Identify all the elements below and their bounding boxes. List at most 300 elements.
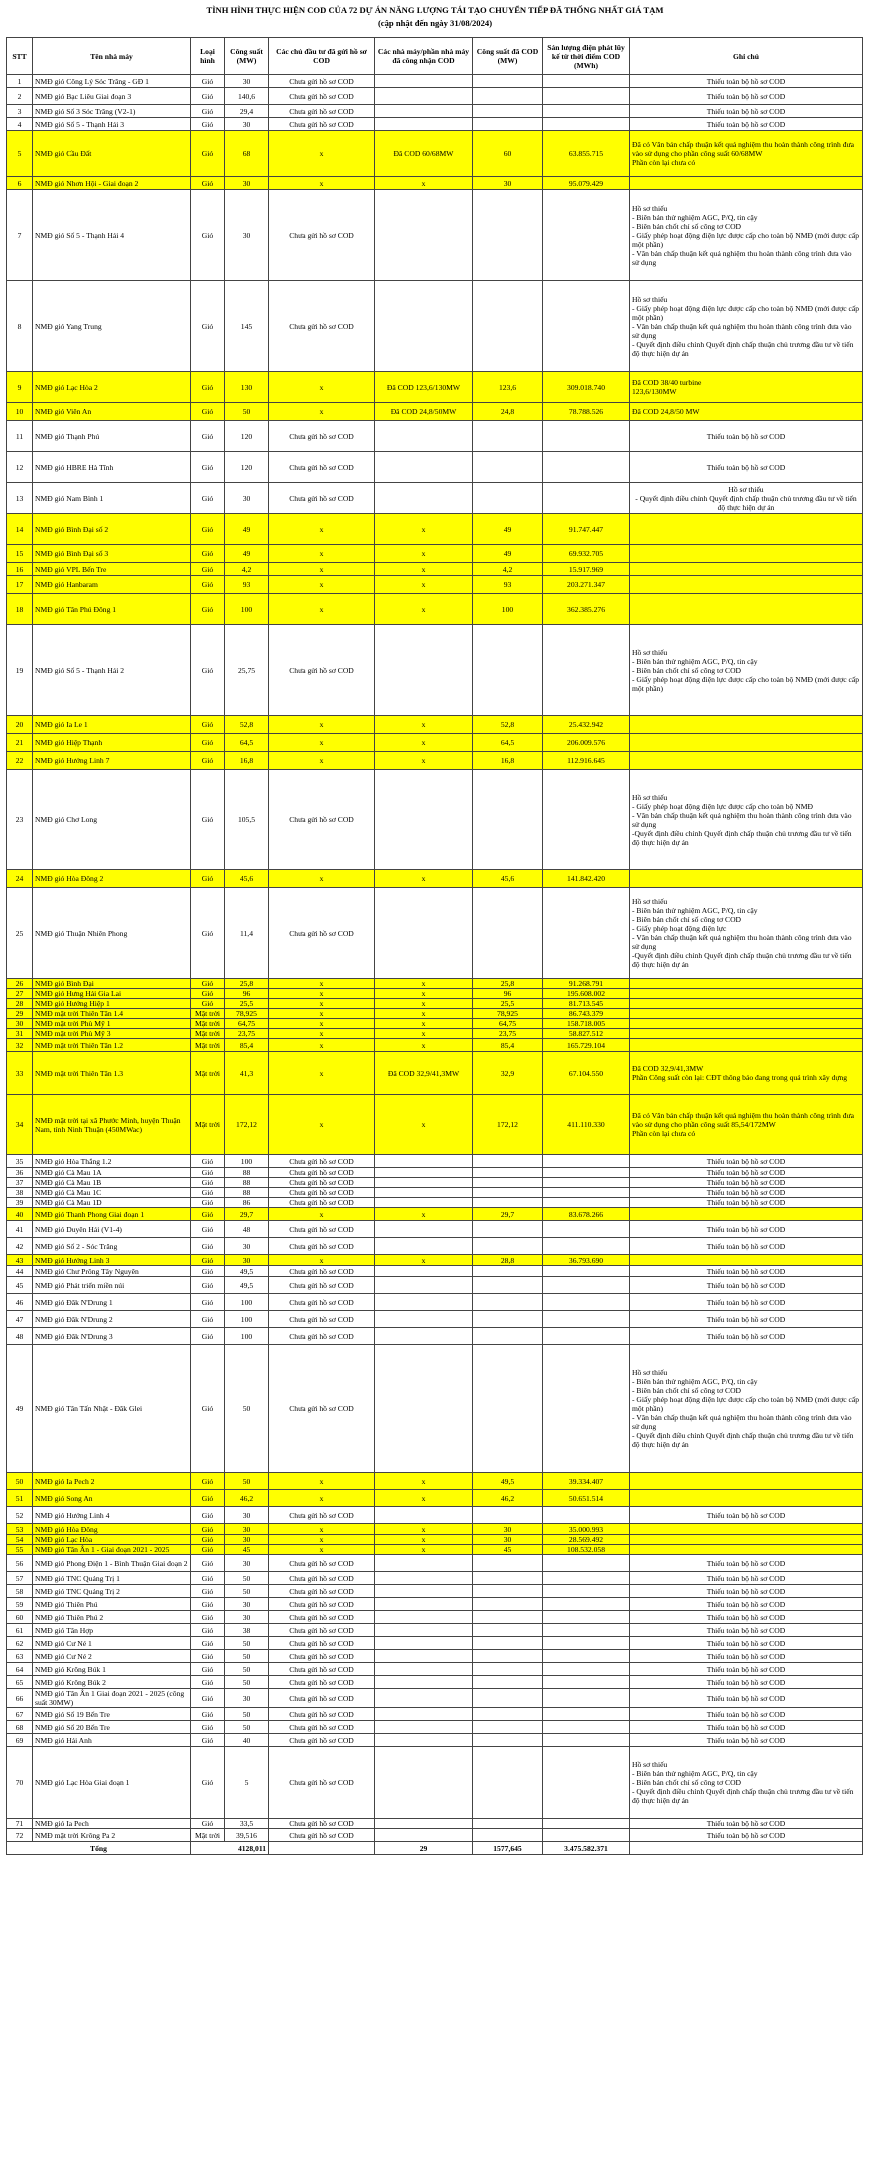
submitted-cell: Chưa gửi hồ sơ COD bbox=[269, 483, 375, 514]
table-row bbox=[7, 105, 863, 118]
cod-capacity-cell: 29,7 bbox=[473, 1208, 543, 1221]
cod-capacity-cell bbox=[473, 1266, 543, 1277]
submitted-cell: Chưa gửi hồ sơ COD bbox=[269, 1238, 375, 1255]
generation-cell: 36.793.690 bbox=[543, 1255, 630, 1266]
table-row bbox=[7, 1019, 863, 1029]
generation-cell: 91.268.791 bbox=[543, 979, 630, 989]
note-cell bbox=[630, 989, 863, 999]
note-cell: Thiếu toàn bộ hồ sơ COD bbox=[630, 1598, 863, 1611]
type-cell: Gió bbox=[191, 190, 225, 281]
generation-cell: 78.788.526 bbox=[543, 403, 630, 421]
cod-capacity-cell bbox=[473, 1155, 543, 1168]
generation-cell: 95.079.429 bbox=[543, 177, 630, 190]
plant-name-cell: NMĐ gió Ia Le 1 bbox=[33, 716, 191, 734]
stt-cell: 29 bbox=[7, 1009, 33, 1019]
note-cell: Thiếu toàn bộ hồ sơ COD bbox=[630, 1555, 863, 1572]
generation-cell: 86.743.379 bbox=[543, 1009, 630, 1019]
cod-capacity-cell: 123,6 bbox=[473, 372, 543, 403]
plant-name-cell: NMĐ gió Thạnh Phú bbox=[33, 421, 191, 452]
stt-cell: 13 bbox=[7, 483, 33, 514]
type-cell: Mặt trời bbox=[191, 1829, 225, 1842]
cod-capacity-cell bbox=[473, 1819, 543, 1829]
submitted-cell: Chưa gửi hồ sơ COD bbox=[269, 1507, 375, 1524]
table-row bbox=[7, 1221, 863, 1238]
table-row bbox=[7, 1052, 863, 1095]
cod-capacity-cell: 25,8 bbox=[473, 979, 543, 989]
type-cell: Gió bbox=[191, 1598, 225, 1611]
capacity-cell: 25,75 bbox=[225, 625, 269, 716]
capacity-cell: 172,12 bbox=[225, 1095, 269, 1155]
table-row bbox=[7, 1345, 863, 1473]
generation-cell bbox=[543, 1188, 630, 1198]
recognized-cell: x bbox=[375, 1029, 473, 1039]
cod-capacity-cell bbox=[473, 1277, 543, 1294]
stt-cell: 3 bbox=[7, 105, 33, 118]
cod-capacity-cell bbox=[473, 1572, 543, 1585]
table-row bbox=[7, 1490, 863, 1507]
stt-cell: 60 bbox=[7, 1611, 33, 1624]
table-row bbox=[7, 514, 863, 545]
submitted-cell: Chưa gửi hồ sơ COD bbox=[269, 1663, 375, 1676]
header-cod-capacity: Công suất đã COD (MW) bbox=[473, 38, 543, 75]
submitted-cell: Chưa gửi hồ sơ COD bbox=[269, 452, 375, 483]
generation-cell: 35.000.993 bbox=[543, 1524, 630, 1535]
recognized-cell bbox=[375, 1294, 473, 1311]
submitted-cell: Chưa gửi hồ sơ COD bbox=[269, 1168, 375, 1178]
capacity-cell: 120 bbox=[225, 421, 269, 452]
capacity-cell: 23,75 bbox=[225, 1029, 269, 1039]
capacity-cell: 86 bbox=[225, 1198, 269, 1208]
submitted-cell: x bbox=[269, 576, 375, 594]
generation-cell bbox=[543, 1585, 630, 1598]
stt-cell: 62 bbox=[7, 1637, 33, 1650]
cod-capacity-cell bbox=[473, 1676, 543, 1689]
capacity-cell: 41,3 bbox=[225, 1052, 269, 1095]
submitted-cell: x bbox=[269, 1019, 375, 1029]
plant-name-cell: NMĐ gió Viên An bbox=[33, 403, 191, 421]
generation-cell: 108.532.058 bbox=[543, 1545, 630, 1555]
submitted-cell: Chưa gửi hồ sơ COD bbox=[269, 1721, 375, 1734]
type-cell: Gió bbox=[191, 979, 225, 989]
capacity-cell: 40 bbox=[225, 1734, 269, 1747]
table-row bbox=[7, 1637, 863, 1650]
cod-capacity-cell: 25,5 bbox=[473, 999, 543, 1009]
generation-cell: 50.651.514 bbox=[543, 1490, 630, 1507]
plant-name-cell: NMĐ mặt trời Krông Pa 2 bbox=[33, 1829, 191, 1842]
table-row bbox=[7, 1708, 863, 1721]
capacity-cell: 48 bbox=[225, 1221, 269, 1238]
type-cell: Gió bbox=[191, 1178, 225, 1188]
generation-cell: 67.104.550 bbox=[543, 1052, 630, 1095]
cod-capacity-cell: 30 bbox=[473, 1524, 543, 1535]
recognized-cell: x bbox=[375, 1095, 473, 1155]
plant-name-cell: NMĐ gió Cà Mau 1C bbox=[33, 1188, 191, 1198]
capacity-cell: 16,8 bbox=[225, 752, 269, 770]
type-cell: Gió bbox=[191, 75, 225, 88]
header-notes: Ghi chú bbox=[630, 38, 863, 75]
recognized-cell bbox=[375, 1598, 473, 1611]
table-row bbox=[7, 1029, 863, 1039]
type-cell: Gió bbox=[191, 1585, 225, 1598]
recognized-cell bbox=[375, 1676, 473, 1689]
stt-cell: 49 bbox=[7, 1345, 33, 1473]
recognized-cell: x bbox=[375, 1535, 473, 1545]
recognized-cell: x bbox=[375, 545, 473, 563]
header-stt: STT bbox=[7, 38, 33, 75]
generation-cell bbox=[543, 1572, 630, 1585]
plant-name-cell: NMĐ mặt trời Phù Mỹ 3 bbox=[33, 1029, 191, 1039]
table-row bbox=[7, 888, 863, 979]
plant-name-cell: NMĐ gió Đăk N'Drung 2 bbox=[33, 1311, 191, 1328]
recognized-cell bbox=[375, 190, 473, 281]
type-cell: Gió bbox=[191, 1535, 225, 1545]
cod-capacity-cell bbox=[473, 105, 543, 118]
table-row bbox=[7, 1155, 863, 1168]
cod-capacity-cell: 96 bbox=[473, 989, 543, 999]
capacity-cell: 5 bbox=[225, 1747, 269, 1819]
type-cell: Gió bbox=[191, 1345, 225, 1473]
type-cell: Gió bbox=[191, 131, 225, 177]
recognized-cell: Đã COD 60/68MW bbox=[375, 131, 473, 177]
capacity-cell: 30 bbox=[225, 75, 269, 88]
type-cell: Gió bbox=[191, 594, 225, 625]
submitted-cell: Chưa gửi hồ sơ COD bbox=[269, 281, 375, 372]
recognized-cell bbox=[375, 1734, 473, 1747]
note-cell bbox=[630, 1545, 863, 1555]
table-row bbox=[7, 752, 863, 770]
type-cell: Gió bbox=[191, 452, 225, 483]
capacity-cell: 100 bbox=[225, 1311, 269, 1328]
stt-cell: 12 bbox=[7, 452, 33, 483]
cod-capacity-cell: 49 bbox=[473, 514, 543, 545]
note-cell bbox=[630, 1255, 863, 1266]
note-cell: Thiếu toàn bộ hồ sơ COD bbox=[630, 452, 863, 483]
table-row bbox=[7, 1734, 863, 1747]
plant-name-cell: NMĐ gió Số 3 Sóc Trăng (V2-1) bbox=[33, 105, 191, 118]
generation-cell: 15.917.969 bbox=[543, 563, 630, 576]
cod-capacity-cell bbox=[473, 1611, 543, 1624]
stt-cell: 26 bbox=[7, 979, 33, 989]
cod-capacity-cell bbox=[473, 1221, 543, 1238]
table-row bbox=[7, 1208, 863, 1221]
recognized-cell bbox=[375, 1178, 473, 1188]
capacity-cell: 50 bbox=[225, 403, 269, 421]
plant-name-cell: NMĐ mặt trời tại xã Phước Minh, huyện Thuận Nam, tỉnh Ninh Thuận (450MWac) bbox=[33, 1095, 191, 1155]
note-cell bbox=[630, 752, 863, 770]
cod-capacity-cell: 64,5 bbox=[473, 734, 543, 752]
note-cell: Thiếu toàn bộ hồ sơ COD bbox=[630, 1168, 863, 1178]
submitted-cell: Chưa gửi hồ sơ COD bbox=[269, 1637, 375, 1650]
submitted-cell: x bbox=[269, 1473, 375, 1490]
capacity-cell: 30 bbox=[225, 1255, 269, 1266]
capacity-cell: 105,5 bbox=[225, 770, 269, 870]
table-row bbox=[7, 75, 863, 88]
table-row bbox=[7, 1624, 863, 1637]
capacity-cell: 49,5 bbox=[225, 1266, 269, 1277]
capacity-cell: 50 bbox=[225, 1637, 269, 1650]
type-cell: Gió bbox=[191, 372, 225, 403]
capacity-cell: 30 bbox=[225, 118, 269, 131]
stt-cell: 32 bbox=[7, 1039, 33, 1052]
table-row bbox=[7, 545, 863, 563]
recognized-cell bbox=[375, 1689, 473, 1708]
note-cell: Thiếu toàn bộ hồ sơ COD bbox=[630, 1663, 863, 1676]
plant-name-cell: NMĐ gió Cà Mau 1B bbox=[33, 1178, 191, 1188]
submitted-cell: x bbox=[269, 999, 375, 1009]
stt-cell: 67 bbox=[7, 1708, 33, 1721]
cod-capacity-cell: 52,8 bbox=[473, 716, 543, 734]
cod-capacity-cell: 32,9 bbox=[473, 1052, 543, 1095]
note-cell: Thiếu toàn bộ hồ sơ COD bbox=[630, 1734, 863, 1747]
plant-name-cell: NMĐ gió Tân Ân 1 Giai đoạn 2021 - 2025 (công suất 30MW) bbox=[33, 1689, 191, 1708]
table-row bbox=[7, 281, 863, 372]
type-cell: Gió bbox=[191, 1507, 225, 1524]
note-cell: Thiếu toàn bộ hồ sơ COD bbox=[630, 1155, 863, 1168]
recognized-cell: x bbox=[375, 999, 473, 1009]
type-cell: Mặt trời bbox=[191, 1095, 225, 1155]
capacity-cell: 52,8 bbox=[225, 716, 269, 734]
cod-capacity-cell: 46,2 bbox=[473, 1490, 543, 1507]
submitted-cell: Chưa gửi hồ sơ COD bbox=[269, 1572, 375, 1585]
cod-capacity-cell bbox=[473, 1178, 543, 1188]
type-cell: Gió bbox=[191, 1524, 225, 1535]
note-cell: Hồ sơ thiếu - Giấy phép hoạt động điện lực được cấp cho toàn bộ NMĐ - Văn bản chấp thuận kết quả nghiệm thu hoàn thành công trình đưa vào sử dụng -Quyết định điều chỉnh Quyết định chấp thuận chủ trương đầu tư về tiến độ thực hiện dự án bbox=[630, 770, 863, 870]
stt-cell: 15 bbox=[7, 545, 33, 563]
cod-capacity-cell bbox=[473, 1829, 543, 1842]
type-cell: Gió bbox=[191, 1277, 225, 1294]
capacity-cell: 30 bbox=[225, 177, 269, 190]
table-row bbox=[7, 1611, 863, 1624]
plant-name-cell: NMĐ gió Nam Bình 1 bbox=[33, 483, 191, 514]
note-cell bbox=[630, 1009, 863, 1019]
recognized-cell: Đã COD 24,8/50MW bbox=[375, 403, 473, 421]
header-submitted: Các chủ đầu tư đã gửi hồ sơ COD bbox=[269, 38, 375, 75]
table-row bbox=[7, 1266, 863, 1277]
stt-cell: 19 bbox=[7, 625, 33, 716]
recognized-cell: x bbox=[375, 576, 473, 594]
plant-name-cell: NMĐ gió Tân Phú Đông 1 bbox=[33, 594, 191, 625]
note-cell: Thiếu toàn bộ hồ sơ COD bbox=[630, 105, 863, 118]
cod-capacity-cell: 45,6 bbox=[473, 870, 543, 888]
note-cell bbox=[630, 734, 863, 752]
table-row bbox=[7, 1676, 863, 1689]
cod-capacity-cell bbox=[473, 1345, 543, 1473]
table-row bbox=[7, 1178, 863, 1188]
recognized-cell bbox=[375, 88, 473, 105]
note-cell: Đã COD 32,9/41,3MW Phần Công suất còn lại: CĐT thông báo đang trong quá trình xây dựng bbox=[630, 1052, 863, 1095]
document-subtitle: (cập nhật đến ngày 31/08/2024) bbox=[377, 18, 493, 28]
type-cell: Gió bbox=[191, 625, 225, 716]
plant-name-cell: NMĐ gió Duyên Hải (V1-4) bbox=[33, 1221, 191, 1238]
generation-cell bbox=[543, 1734, 630, 1747]
generation-cell: 25.432.942 bbox=[543, 716, 630, 734]
table-row bbox=[7, 576, 863, 594]
cod-capacity-cell bbox=[473, 88, 543, 105]
plant-name-cell: NMĐ gió Số 5 - Thạnh Hải 2 bbox=[33, 625, 191, 716]
cod-capacity-cell bbox=[473, 281, 543, 372]
stt-cell: 69 bbox=[7, 1734, 33, 1747]
stt-cell: 54 bbox=[7, 1535, 33, 1545]
type-cell: Gió bbox=[191, 1572, 225, 1585]
note-cell: Thiếu toàn bộ hồ sơ COD bbox=[630, 1829, 863, 1842]
cod-capacity-cell bbox=[473, 1555, 543, 1572]
capacity-cell: 29,7 bbox=[225, 1208, 269, 1221]
capacity-cell: 39,516 bbox=[225, 1829, 269, 1842]
cod-capacity-cell bbox=[473, 483, 543, 514]
note-cell: Thiếu toàn bộ hồ sơ COD bbox=[630, 1311, 863, 1328]
generation-cell bbox=[543, 1650, 630, 1663]
total-generation: 3.475.582.371 bbox=[543, 1842, 630, 1855]
plant-name-cell: NMĐ gió Hải Anh bbox=[33, 1734, 191, 1747]
total-submitted bbox=[269, 1842, 375, 1855]
submitted-cell: Chưa gửi hồ sơ COD bbox=[269, 1294, 375, 1311]
plant-name-cell: NMĐ gió Lạc Hòa 2 bbox=[33, 372, 191, 403]
stt-cell: 5 bbox=[7, 131, 33, 177]
submitted-cell: x bbox=[269, 1052, 375, 1095]
generation-cell bbox=[543, 888, 630, 979]
note-cell bbox=[630, 177, 863, 190]
recognized-cell bbox=[375, 1311, 473, 1328]
generation-cell: 28.569.492 bbox=[543, 1535, 630, 1545]
note-cell: Thiếu toàn bộ hồ sơ COD bbox=[630, 1611, 863, 1624]
recognized-cell bbox=[375, 888, 473, 979]
type-cell: Gió bbox=[191, 1545, 225, 1555]
note-cell: Thiếu toàn bộ hồ sơ COD bbox=[630, 1507, 863, 1524]
stt-cell: 55 bbox=[7, 1545, 33, 1555]
generation-cell bbox=[543, 1611, 630, 1624]
table-row bbox=[7, 1819, 863, 1829]
capacity-cell: 49,5 bbox=[225, 1277, 269, 1294]
capacity-cell: 25,5 bbox=[225, 999, 269, 1009]
table-row bbox=[7, 1721, 863, 1734]
cod-capacity-cell: 85,4 bbox=[473, 1039, 543, 1052]
submitted-cell: x bbox=[269, 989, 375, 999]
recognized-cell bbox=[375, 1155, 473, 1168]
submitted-cell: x bbox=[269, 1095, 375, 1155]
cod-capacity-cell: 172,12 bbox=[473, 1095, 543, 1155]
type-cell: Gió bbox=[191, 1663, 225, 1676]
plant-name-cell: NMĐ gió Krông Búk 1 bbox=[33, 1663, 191, 1676]
generation-cell: 81.713.545 bbox=[543, 999, 630, 1009]
generation-cell: 39.334.407 bbox=[543, 1473, 630, 1490]
stt-cell: 66 bbox=[7, 1689, 33, 1708]
table-row bbox=[7, 734, 863, 752]
plant-name-cell: NMĐ gió Đăk N'Drung 3 bbox=[33, 1328, 191, 1345]
capacity-cell: 50 bbox=[225, 1708, 269, 1721]
type-cell: Gió bbox=[191, 1689, 225, 1708]
table-row bbox=[7, 999, 863, 1009]
table-row bbox=[7, 1663, 863, 1676]
note-cell bbox=[630, 1039, 863, 1052]
plant-name-cell: NMĐ gió Hòa Đông bbox=[33, 1524, 191, 1535]
recognized-cell: x bbox=[375, 752, 473, 770]
note-cell: Thiếu toàn bộ hồ sơ COD bbox=[630, 1178, 863, 1188]
recognized-cell: x bbox=[375, 1473, 473, 1490]
note-cell: Thiếu toàn bộ hồ sơ COD bbox=[630, 118, 863, 131]
submitted-cell: Chưa gửi hồ sơ COD bbox=[269, 1345, 375, 1473]
cod-capacity-cell bbox=[473, 770, 543, 870]
cod-capacity-cell: 4,2 bbox=[473, 563, 543, 576]
note-cell: Thiếu toàn bộ hồ sơ COD bbox=[630, 1708, 863, 1721]
submitted-cell: Chưa gửi hồ sơ COD bbox=[269, 1277, 375, 1294]
stt-cell: 68 bbox=[7, 1721, 33, 1734]
note-cell: Thiếu toàn bộ hồ sơ COD bbox=[630, 1328, 863, 1345]
table-row bbox=[7, 1689, 863, 1708]
cod-capacity-cell bbox=[473, 1238, 543, 1255]
recognized-cell bbox=[375, 625, 473, 716]
recognized-cell: x bbox=[375, 1009, 473, 1019]
note-cell: Thiếu toàn bộ hồ sơ COD bbox=[630, 1198, 863, 1208]
table-row bbox=[7, 1277, 863, 1294]
note-cell: Hồ sơ thiếu - Biên bản thử nghiệm AGC, P/Q, tin cậy - Biên bản chốt chỉ số công tơ COD - Giấy phép hoạt động điện lực được cấp cho toàn bộ NMĐ (mới được cấp một phần) - Văn bản chấp thuận kết quả nghiệm thu hoàn thành công trình đưa vào sử dụng bbox=[630, 190, 863, 281]
note-cell bbox=[630, 514, 863, 545]
type-cell: Gió bbox=[191, 1155, 225, 1168]
cod-capacity-cell bbox=[473, 1507, 543, 1524]
stt-cell: 38 bbox=[7, 1188, 33, 1198]
submitted-cell: x bbox=[269, 1009, 375, 1019]
cod-capacity-cell bbox=[473, 1708, 543, 1721]
recognized-cell bbox=[375, 1168, 473, 1178]
recognized-cell bbox=[375, 105, 473, 118]
cod-capacity-cell: 30 bbox=[473, 1535, 543, 1545]
generation-cell bbox=[543, 1747, 630, 1819]
stt-cell: 40 bbox=[7, 1208, 33, 1221]
stt-cell: 4 bbox=[7, 118, 33, 131]
stt-cell: 41 bbox=[7, 1221, 33, 1238]
capacity-cell: 45 bbox=[225, 1545, 269, 1555]
type-cell: Gió bbox=[191, 1198, 225, 1208]
generation-cell bbox=[543, 1198, 630, 1208]
capacity-cell: 100 bbox=[225, 1294, 269, 1311]
generation-cell: 195.608.002 bbox=[543, 989, 630, 999]
recognized-cell bbox=[375, 1663, 473, 1676]
type-cell: Gió bbox=[191, 1555, 225, 1572]
table-row bbox=[7, 483, 863, 514]
stt-cell: 61 bbox=[7, 1624, 33, 1637]
recognized-cell: x bbox=[375, 734, 473, 752]
note-cell: Hồ sơ thiếu - Biên bản thử nghiệm AGC, P/Q, tin cậy - Biên bản chốt chỉ số công tơ COD - Giấy phép hoạt động điện lực được cấp cho toàn bộ NMĐ (mới được cấp một phần) bbox=[630, 625, 863, 716]
header-type: Loại hình bbox=[191, 38, 225, 75]
stt-cell: 17 bbox=[7, 576, 33, 594]
submitted-cell: x bbox=[269, 563, 375, 576]
generation-cell bbox=[543, 1168, 630, 1178]
recognized-cell bbox=[375, 118, 473, 131]
recognized-cell bbox=[375, 1555, 473, 1572]
cod-capacity-cell: 30 bbox=[473, 177, 543, 190]
recognized-cell bbox=[375, 1637, 473, 1650]
plant-name-cell: NMĐ gió Số 19 Bến Tre bbox=[33, 1708, 191, 1721]
submitted-cell: x bbox=[269, 514, 375, 545]
recognized-cell: x bbox=[375, 870, 473, 888]
plant-name-cell: NMĐ gió Thiên Phú 2 bbox=[33, 1611, 191, 1624]
generation-cell: 63.855.715 bbox=[543, 131, 630, 177]
submitted-cell: x bbox=[269, 716, 375, 734]
capacity-cell: 4,2 bbox=[225, 563, 269, 576]
plant-name-cell: NMĐ gió Song An bbox=[33, 1490, 191, 1507]
stt-cell: 20 bbox=[7, 716, 33, 734]
submitted-cell: Chưa gửi hồ sơ COD bbox=[269, 1598, 375, 1611]
generation-cell bbox=[543, 1829, 630, 1842]
generation-cell bbox=[543, 1637, 630, 1650]
stt-cell: 50 bbox=[7, 1473, 33, 1490]
cod-capacity-cell bbox=[473, 1311, 543, 1328]
capacity-cell: 30 bbox=[225, 483, 269, 514]
note-cell bbox=[630, 563, 863, 576]
type-cell: Gió bbox=[191, 576, 225, 594]
capacity-cell: 50 bbox=[225, 1585, 269, 1598]
cod-capacity-cell bbox=[473, 452, 543, 483]
plant-name-cell: NMĐ gió Bình Đại số 2 bbox=[33, 514, 191, 545]
